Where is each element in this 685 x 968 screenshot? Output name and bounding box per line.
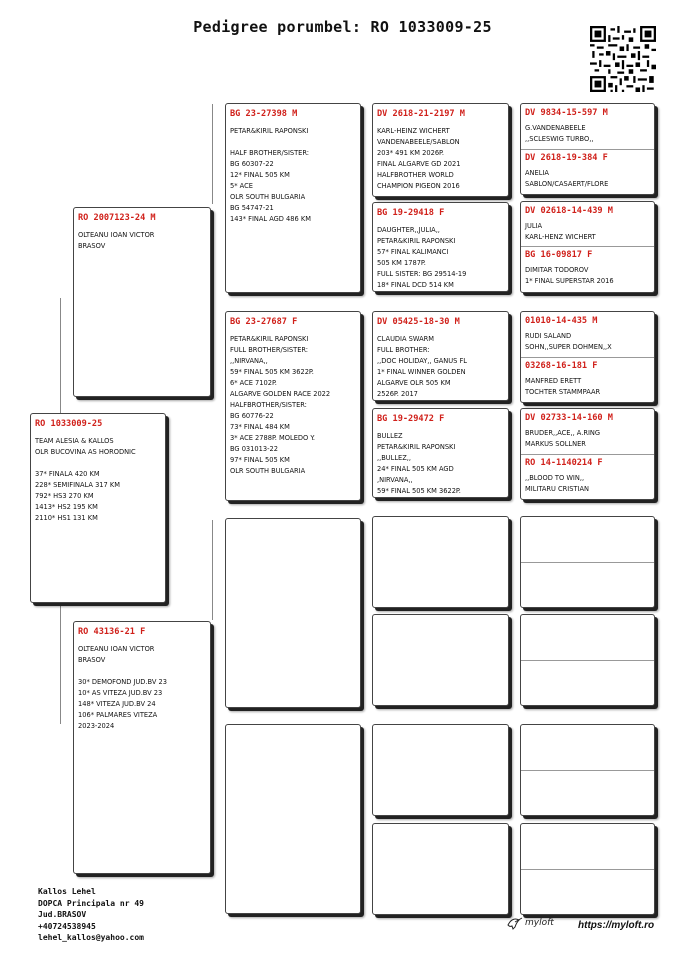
great-grandparent-card-empty[interactable] [372,823,509,915]
connector-line [212,724,213,824]
g4-pair-card[interactable] [520,201,655,293]
qr-code [590,26,656,92]
ring-number: RO 1033009-25 [35,419,103,429]
grandparent-card-empty[interactable] [225,518,361,708]
ring-number: 01010-14-435 M [525,316,598,326]
card-details: BULLEZ PETAR&KIRIL RAPONSKI ,,BULLEZ,, 24* FINAL 505 KM AGD ,NIRVANA,, 59* FINAL 505 KM 3622P. [377,431,461,495]
ring-number: RO 2007123-24 M [78,213,156,223]
g4-pair-card[interactable] [520,408,655,500]
bird-logo-icon [506,916,524,932]
ring-number: DV 2618-19-384 F [525,153,608,163]
card-divider [521,246,654,247]
g4-pair-card[interactable] [520,311,655,403]
ring-number: DV 9834-15-597 M [525,108,608,118]
g4-pair-card-empty[interactable] [520,823,655,915]
card-details: PETAR&KIRIL RAPONSKI FULL BROTHER/SISTER: ,,NIRVANA,, 59* FINAL 505 KM 3622P. 6* ACE 7102P. ALGARVE GOLDEN RACE 2022 HALFBROTHER/SISTER: BG 60776-22 73* FINAL 484 KM 3* ACE 2788P. MOLEDO Y. BG 031013-22 97* FINAL 505 KM OLR SOUTH BULGARIA [230,334,331,475]
ring-number: BG 19-29418 F [377,208,445,218]
great-grandparent-card[interactable] [372,311,509,401]
great-grandparent-card[interactable] [372,408,509,498]
connector-line [212,312,213,398]
card-details: G.VANDENABEELE ,,SCLESWIG TURBO,, [525,123,594,143]
card-details: MANFRED ERETT TOCHTER STAMMPAAR [525,376,601,396]
subject-card[interactable] [30,413,166,603]
card-divider [521,770,654,771]
card-details: ANELIA SABLON/CASAERT/FLORE [525,168,609,188]
card-details: TEAM ALESIA & KALLOS OLR BUCOVINA AS HORODNIC 37* FINALA 420 KM 228* SEMIFINALA 317 KM 792* HS3 270 KM 1413* HS2 195 KM 2110* HS1 131 KM [35,436,136,522]
g4-pair-card[interactable] [520,103,655,195]
card-divider [521,562,654,563]
card-details: DAUGHTER,,JULIA,, PETAR&KIRIL RAPONSKI 57* FINAL KALIMANCI 505 KM 1787P. FULL SISTER: BG 29514-19 18* FINAL DCD 514 KM [377,225,467,289]
card-details: BRUDER,,ACE,, A.RING MARKUS SOLLNER [525,428,601,448]
card-details: DIMITAR TODOROV 1* FINAL SUPERSTAR 2016 [525,265,614,285]
grandparent-card-empty[interactable] [225,724,361,914]
ring-number: DV 05425-18-30 M [377,317,460,327]
grandparent-card[interactable] [225,103,361,293]
g4-pair-card-empty[interactable] [520,614,655,706]
g4-pair-card-empty[interactable] [520,516,655,608]
card-divider [521,454,654,455]
ring-number: RO 43136-21 F [78,627,146,637]
connector-line [212,520,213,620]
ring-number: BG 23-27687 F [230,317,298,327]
card-details: OLTEANU IOAN VICTOR BRASOV [78,230,155,250]
card-details: KARL-HEINZ WICHERT VANDENABEELE/SABLON 203* 491 KM 2026P. FINAL ALGARVE GD 2021 HALFBROTHER WORLD CHAMPION PIGEON 2016 [377,126,461,190]
owner-contact: Kallos Lehel DOPCA Principala nr 49 Jud.BRASOV +40724538945 lehel_kallos@yahoo.com [38,887,144,942]
card-divider [521,149,654,150]
card-divider [521,357,654,358]
ring-number: BG 16-09817 F [525,250,593,260]
g4-pair-card-empty[interactable] [520,724,655,816]
brand-logo: myloft [525,918,554,928]
card-divider [521,869,654,870]
ring-number: DV 2618-21-2197 M [377,109,465,119]
connector-line [60,298,61,422]
ring-number: DV 02733-14-160 M [525,413,613,423]
grandparent-card[interactable] [225,311,361,501]
card-divider [521,660,654,661]
card-details: JULIA KARL-HENZ WICHERT [525,221,596,241]
ring-number: 03268-16-181 F [525,361,598,371]
connector-line [212,104,213,204]
connector-line [60,604,61,724]
ring-number: DV 02618-14-439 M [525,206,613,216]
great-grandparent-card[interactable] [372,202,509,292]
great-grandparent-card-empty[interactable] [372,516,509,608]
card-details: ,,BLOOD TO WIN,, MILITARU CRISTIAN [525,473,589,493]
card-details: OLTEANU IOAN VICTOR BRASOV 30* DEMOFOND JUD.BV 23 10* AS VITEZA JUD.BV 23 148* VITEZA JUD.BV 24 106* PALMARES VITEZA 2023-2024 [78,644,167,730]
card-details: PETAR&KIRIL RAPONSKI HALF BROTHER/SISTER: BG 60307-22 12* FINAL 505 KM 5* ACE OLR SOUTH BULGARIA BG 54747-21 143* FINAL AGD 486 KM [230,126,311,223]
website-link[interactable]: https://myloft.ro [578,920,655,931]
sire-card[interactable] [73,207,211,397]
card-details: CLAUDIA SWARM FULL BROTHER: ,,DOC HOLIDAY,, GANUS FL 1* FINAL WINNER GOLDEN ALGARVE OLR 505 KM 2526P. 2017 [377,334,467,398]
page-title: Pedigree porumbel: RO 1033009-25 [193,18,492,36]
dam-card[interactable] [73,621,211,874]
great-grandparent-card-empty[interactable] [372,724,509,816]
card-details: RUDI SALAND SOHN,,SUPER DOHMEN,,X [525,331,612,351]
ring-number: BG 23-27398 M [230,109,298,119]
ring-number: RO 14-1140214 F [525,458,603,468]
great-grandparent-card[interactable] [372,103,509,197]
great-grandparent-card-empty[interactable] [372,614,509,706]
ring-number: BG 19-29472 F [377,414,445,424]
